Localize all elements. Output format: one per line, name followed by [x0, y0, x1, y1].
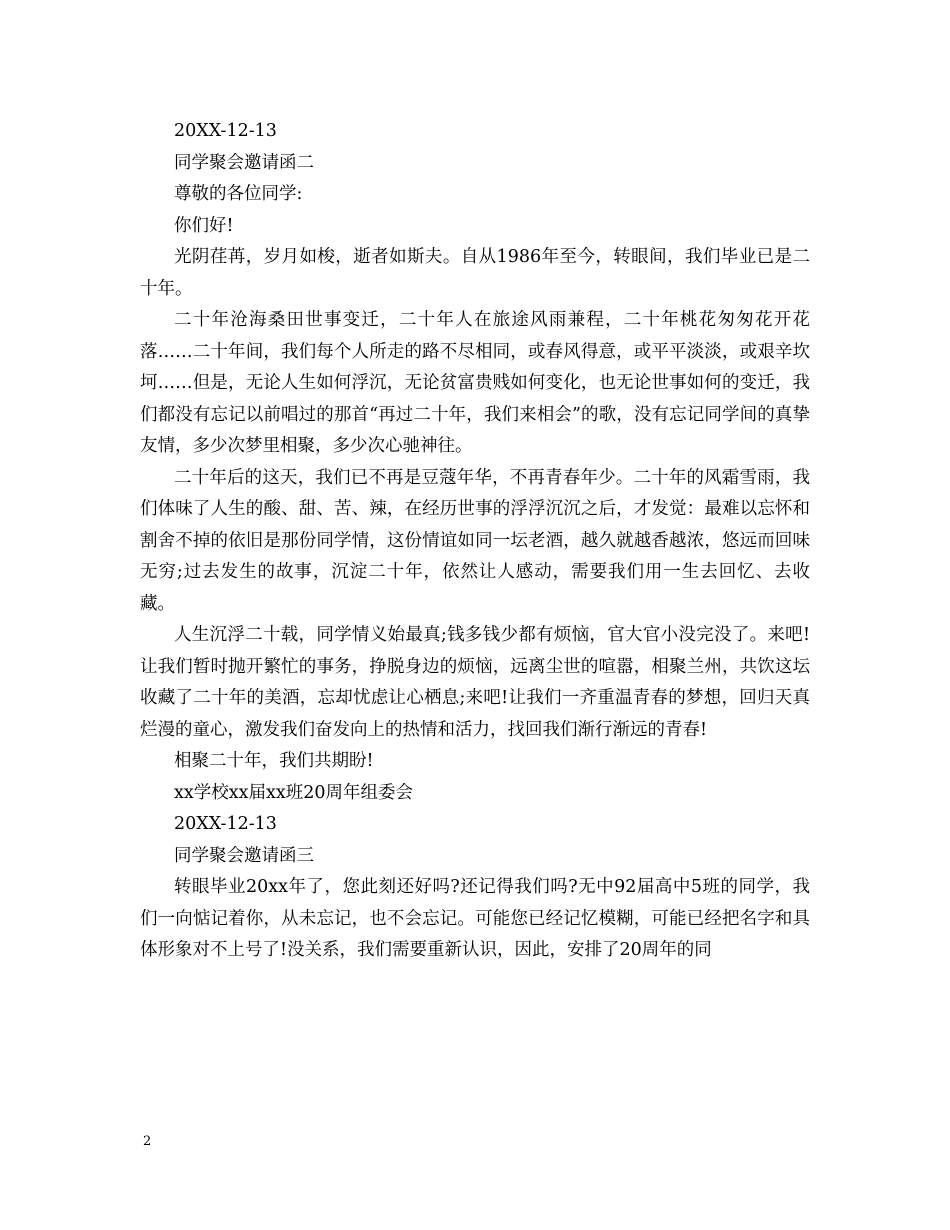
- invitation-heading-two: 同学聚会邀请函二: [174, 152, 314, 173]
- page-number: 2: [143, 1134, 152, 1149]
- salutation: 尊敬的各位同学:: [174, 184, 303, 204]
- greeting: 你们好!: [174, 215, 234, 236]
- signature-line: xx学校xx届xx班20周年组委会: [174, 782, 413, 803]
- paragraph-friendship: 二十年后的这天，我们已不再是豆蔻年华，不再青春年少。二十年的风霜雪雨，我们体味了人生的酸、甜、苦、辣，在经历世事的浮浮沉沉之后，才发觉：最难以忘怀和割舍不掉的依旧是那份同学情，这份情谊如同一坛老酒，越久就越香越浓，悠远而回味无穷;过去发生的故事，沉淀二十年，依然让人感动，需要我们用一生去回忆、去收藏。: [140, 467, 810, 614]
- paragraph-time-passing: 光阴荏苒，岁月如梭，逝者如斯夫。自从1986年至今，转眼间，我们毕业已是二十年。: [140, 247, 810, 299]
- paragraph-reunion: 转眼毕业20xx年了，您此刻还好吗?还记得我们吗?无中92届高中5班的同学，我们一向惦记着你，从未忘记，也不会忘记。可能您已经记忆模糊，可能已经把名字和具体形象对不上号了!没关系，我们需要重新认识，因此，安排了20周年的同: [140, 877, 810, 960]
- invitation-heading-three: 同学聚会邀请函三: [174, 845, 314, 866]
- date-line: 20XX-12-13: [174, 814, 277, 834]
- paragraph-invitation: 人生沉浮二十载，同学情义始最真;钱多钱少都有烦恼，官大官小没完没了。来吧!让我们暂时抛开繁忙的事务，挣脱身边的烦恼，远离尘世的喧嚣，相聚兰州，共饮这坛收藏了二十年的美酒，忘却忧虑让心栖息;来吧!让我们一齐重温青春的梦想，回归天真烂漫的童心，激发我们奋发向上的热情和活力，找回我们渐行渐远的青春!: [140, 625, 810, 740]
- paragraph-twenty-years: 二十年沧海桑田世事变迁，二十年人在旅途风雨兼程，二十年桃花匆匆花开花落……二十年间，我们每个人所走的路不尽相同，或春风得意，或平平淡淡，或艰辛坎坷……但是，无论人生如何浮沉，无论贫富贵贱如何变化，也无论世事如何的变迁，我们都没有忘记以前唱过的那首“再过二十年，我们来相会”的歌，没有忘记同学间的真挚友情，多少次梦里相聚，多少次心驰神往。: [140, 310, 810, 456]
- closing-line: 相聚二十年，我们共期盼!: [174, 751, 374, 771]
- date-line: 20XX-12-13: [174, 121, 277, 141]
- document-body: [140, 116, 810, 967]
